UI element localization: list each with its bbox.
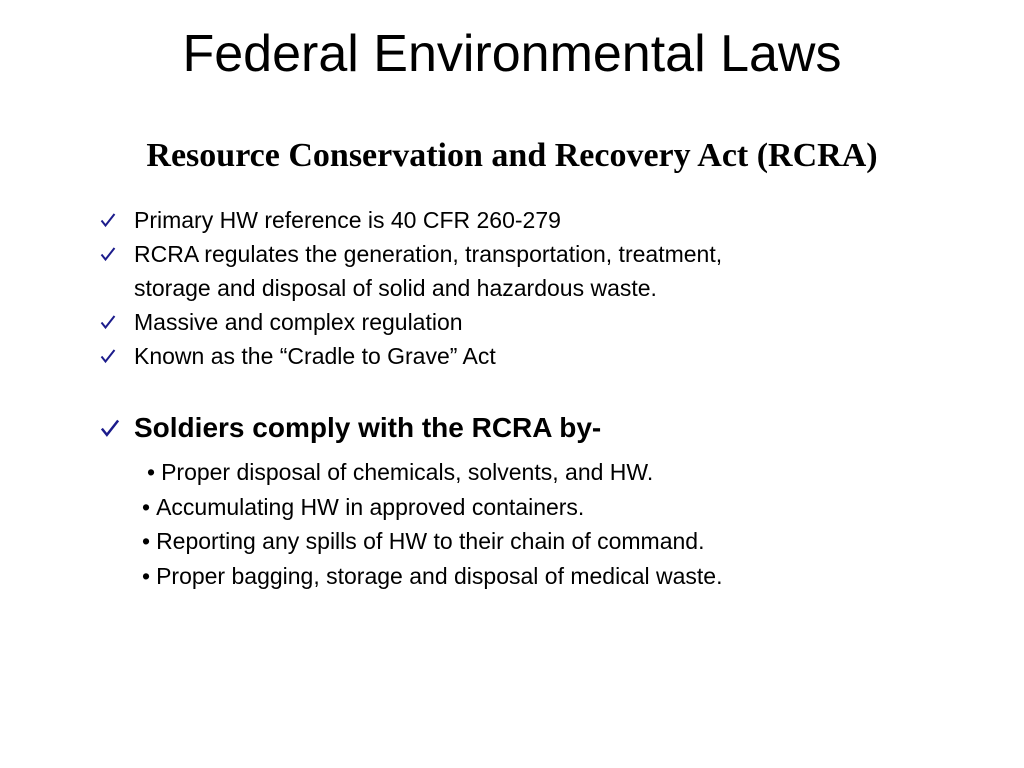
check-item-reference [96, 203, 956, 237]
checkmark-icon [100, 305, 124, 339]
soldiers-heading-text: Soldiers comply with the RCRA by- [134, 412, 602, 443]
check-item-text: Known as the “Cradle to Grave” Act [134, 343, 496, 369]
check-item-cradle [96, 339, 956, 373]
checklist [96, 203, 956, 373]
checkmark-icon [100, 237, 124, 271]
bullet-icon: • [142, 528, 151, 554]
checkmark-icon [100, 203, 124, 237]
check-item-regulates [96, 237, 956, 271]
checkmark-icon [100, 339, 124, 373]
soldiers-bullet-list [142, 455, 942, 593]
bullet-item [142, 455, 942, 490]
bullet-item-text: Proper disposal of chemicals, solvents, and HW. [161, 459, 654, 485]
check-item-massive [96, 305, 956, 339]
bullet-icon: • [142, 562, 151, 589]
slide-title: Federal Environmental Laws [182, 25, 842, 83]
bullet-item-text: Reporting any spills of HW to their chain of command. [156, 528, 705, 554]
bullet-item [142, 524, 942, 559]
checkmark-icon [100, 408, 124, 448]
check-item-text: RCRA regulates the generation, transportation, treatment, [134, 241, 723, 267]
bullet-icon: • [147, 459, 156, 485]
check-item-text: storage and disposal of solid and hazardous waste. [134, 275, 657, 301]
soldiers-section [96, 408, 956, 448]
check-item-text: Primary HW reference is 40 CFR 260-279 [134, 207, 561, 233]
check-item-regulates-continued [96, 271, 956, 305]
check-item-text: Massive and complex regulation [134, 309, 463, 335]
soldiers-heading [96, 408, 956, 448]
slide-subtitle: Resource Conservation and Recovery Act (RCRA) [146, 137, 878, 174]
bullet-item-text: Accumulating HW in approved containers. [156, 493, 585, 520]
bullet-icon: • [142, 493, 151, 520]
bullet-item [142, 559, 942, 594]
bullet-item-text: Proper bagging, storage and disposal of medical waste. [156, 562, 723, 589]
bullet-item [142, 490, 942, 525]
